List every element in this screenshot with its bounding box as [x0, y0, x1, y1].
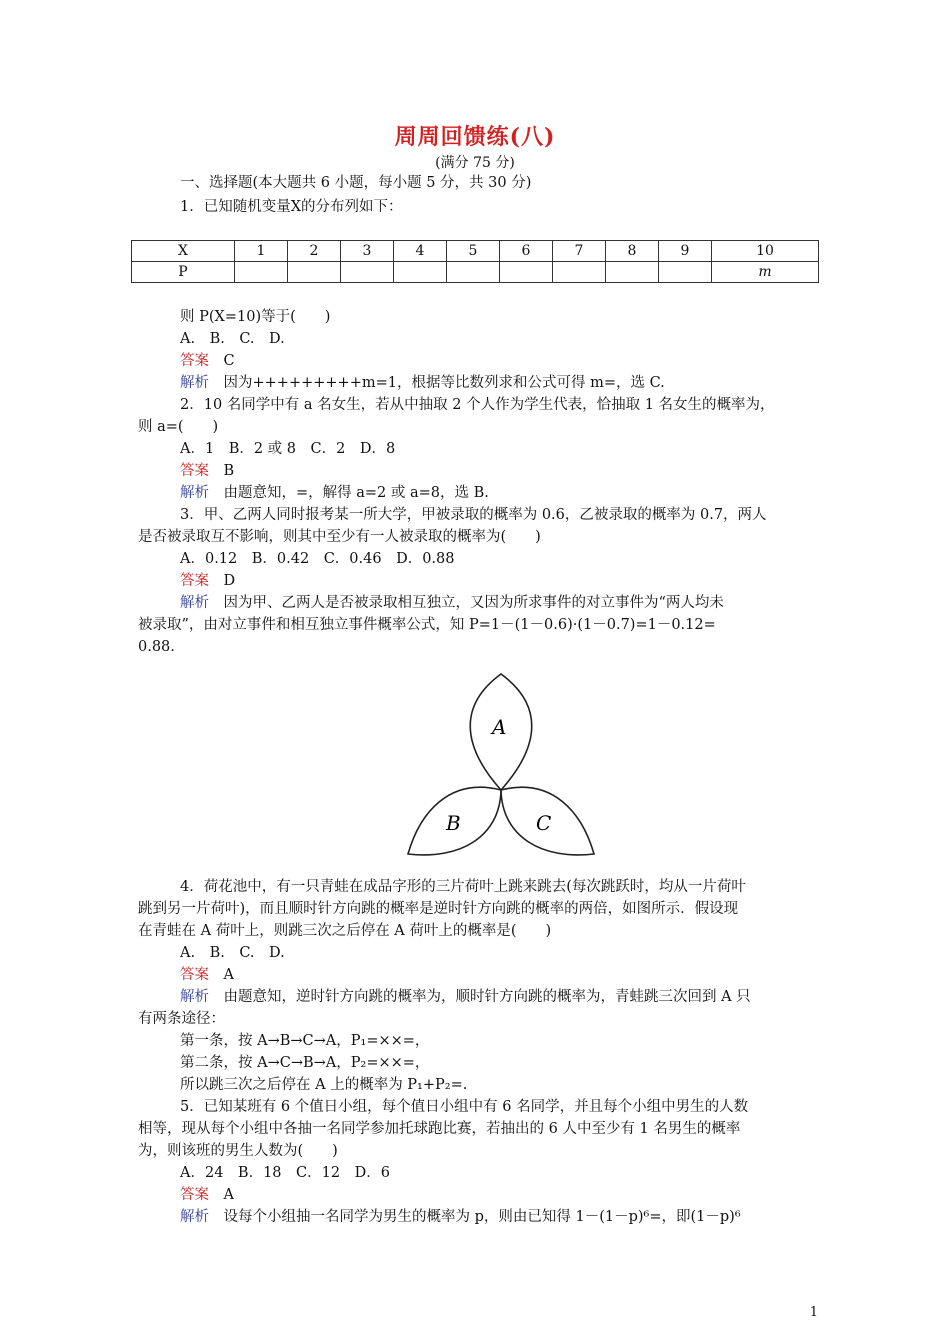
q1-answer	[180, 350, 235, 372]
table-cell	[553, 262, 606, 283]
q3-analysis-line3: 0.88.	[138, 639, 175, 655]
q5-answer	[180, 1184, 234, 1206]
answer-label: 答案	[180, 967, 209, 983]
analysis-text: 由题意知，=，解得 a=2 或 a=8，选 B.	[223, 485, 489, 501]
q2-stem-line2: 则 a=( )	[138, 419, 219, 435]
distribution-table	[131, 240, 819, 283]
analysis-label: 解析	[180, 375, 209, 391]
table-cell: 6	[500, 241, 553, 262]
leaf-label-c: C	[536, 811, 552, 835]
q4-conclusion: 所以跳三次之后停在 A 上的概率为 P₁+P₂=.	[180, 1077, 468, 1093]
table-cell: X	[132, 241, 235, 262]
table-cell: m	[712, 262, 819, 283]
table-row	[132, 262, 819, 283]
q3-options: A．0.12 B．0.42 C．0.46 D．0.88	[180, 551, 455, 567]
q5-options: A．24 B．18 C．12 D．6	[180, 1165, 390, 1181]
table-cell: 5	[447, 241, 500, 262]
q3-stem-line2: 是否被录取互不影响，则其中至少有一人被录取的概率为( )	[138, 529, 541, 545]
answer-value: A	[223, 967, 234, 983]
table-cell	[447, 262, 500, 283]
table-cell: 9	[659, 241, 712, 262]
analysis-text: 因为甲、乙两人是否被录取相互独立，又因为所求事件的对立事件为“两人均未	[223, 595, 724, 611]
q4-options: A. B. C. D.	[180, 945, 285, 961]
table-cell	[500, 262, 553, 283]
table-cell: 7	[553, 241, 606, 262]
section-heading: 一、选择题(本大题共 6 小题，每小题 5 分，共 30 分)	[180, 175, 532, 191]
table-cell	[659, 262, 712, 283]
q4-path2: 第二条，按 A→C→B→A，P₂=××=，	[180, 1055, 430, 1071]
page-title: 周周回馈练(八)	[394, 124, 556, 150]
table-cell: P	[132, 262, 235, 283]
analysis-text: 设每个小组抽一名同学为男生的概率为 p，则由已知得 1－(1－p)⁶=，即(1－p)⁶	[223, 1209, 741, 1225]
q1-options: A. B. C. D.	[180, 331, 285, 347]
answer-label: 答案	[180, 353, 209, 369]
table-cell	[235, 262, 288, 283]
q5-stem-line1: 5．已知某班有 6 个值日小组，每个值日小组中有 6 名同学，并且每个小组中男生的人数	[180, 1099, 749, 1115]
table-cell	[394, 262, 447, 283]
table-cell: 2	[288, 241, 341, 262]
q1-ask: 则 P(X=10)等于( )	[180, 309, 331, 325]
q2-answer	[180, 460, 234, 482]
q4-analysis-line2: 有两条途径：	[138, 1011, 225, 1027]
leaf-label-b: B	[446, 811, 461, 835]
analysis-text: 因为+++++++++m=1，根据等比数列求和公式可得 m=，选 C.	[223, 375, 665, 391]
q4-path1: 第一条，按 A→B→C→A，P₁=××=，	[180, 1033, 430, 1049]
q4-stem-line1: 4．荷花池中，有一只青蛙在成品字形的三片荷叶上跳来跳去(每次跳跃时，均从一片荷叶	[180, 879, 746, 895]
table-cell: 10	[712, 241, 819, 262]
table-cell: 3	[341, 241, 394, 262]
analysis-label: 解析	[180, 989, 209, 1005]
q4-analysis	[180, 986, 751, 1008]
q1-analysis	[180, 372, 665, 394]
table-cell: 4	[394, 241, 447, 262]
answer-value: C	[223, 353, 235, 369]
analysis-label: 解析	[180, 595, 209, 611]
lily-pad-figure	[390, 662, 605, 864]
q5-analysis	[180, 1206, 741, 1228]
table-cell: 1	[235, 241, 288, 262]
q4-stem-line2: 跳到另一片荷叶)，而且顺时针方向跳的概率是逆时针方向跳的概率的两倍，如图所示．假设现	[138, 901, 739, 917]
q1-stem: 1．已知随机变量X的分布列如下：	[180, 199, 403, 215]
q2-options: A．1 B．2 或 8 C．2 D．8	[180, 441, 396, 457]
answer-value: A	[223, 1187, 234, 1203]
analysis-label: 解析	[180, 485, 209, 501]
q3-stem-line1: 3．甲、乙两人同时报考某一所大学，甲被录取的概率为 0.6，乙被录取的概率为 0.7，两人	[180, 507, 767, 523]
answer-label: 答案	[180, 573, 209, 589]
table-cell	[341, 262, 394, 283]
table-cell	[288, 262, 341, 283]
q5-stem-line3: 为，则该班的男生人数为( )	[138, 1143, 338, 1159]
answer-label: 答案	[180, 463, 209, 479]
table-row	[132, 241, 819, 262]
table-cell: 8	[606, 241, 659, 262]
table-cell	[606, 262, 659, 283]
page-subtitle: (满分 75 分)	[435, 155, 515, 171]
analysis-text: 由题意知，逆时针方向跳的概率为，顺时针方向跳的概率为，青蛙跳三次回到 A 只	[223, 989, 751, 1005]
answer-value: B	[223, 463, 235, 479]
q3-answer	[180, 570, 235, 592]
q5-stem-line2: 相等，现从每个小组中各抽一名同学参加托球跑比赛，若抽出的 6 人中至少有 1 名男生的概率	[138, 1121, 741, 1137]
q2-analysis	[180, 482, 489, 504]
answer-label: 答案	[180, 1187, 209, 1203]
q4-answer	[180, 964, 234, 986]
q2-stem-line1: 2．10 名同学中有 a 名女生，若从中抽取 2 个人作为学生代表，恰抽取 1 名女生的概率为，	[180, 397, 775, 413]
page-number: 1	[809, 1305, 818, 1320]
q4-stem-line3: 在青蛙在 A 荷叶上，则跳三次之后停在 A 荷叶上的概率是( )	[138, 923, 552, 939]
analysis-label: 解析	[180, 1209, 209, 1225]
answer-value: D	[223, 573, 236, 589]
leaf-label-a: A	[492, 715, 507, 739]
q3-analysis-line2: 被录取”，由对立事件和相互独立事件概率公式，知 P=1－(1－0.6)·(1－0.7)=1－0.12=	[138, 617, 716, 633]
q3-analysis	[180, 592, 724, 614]
